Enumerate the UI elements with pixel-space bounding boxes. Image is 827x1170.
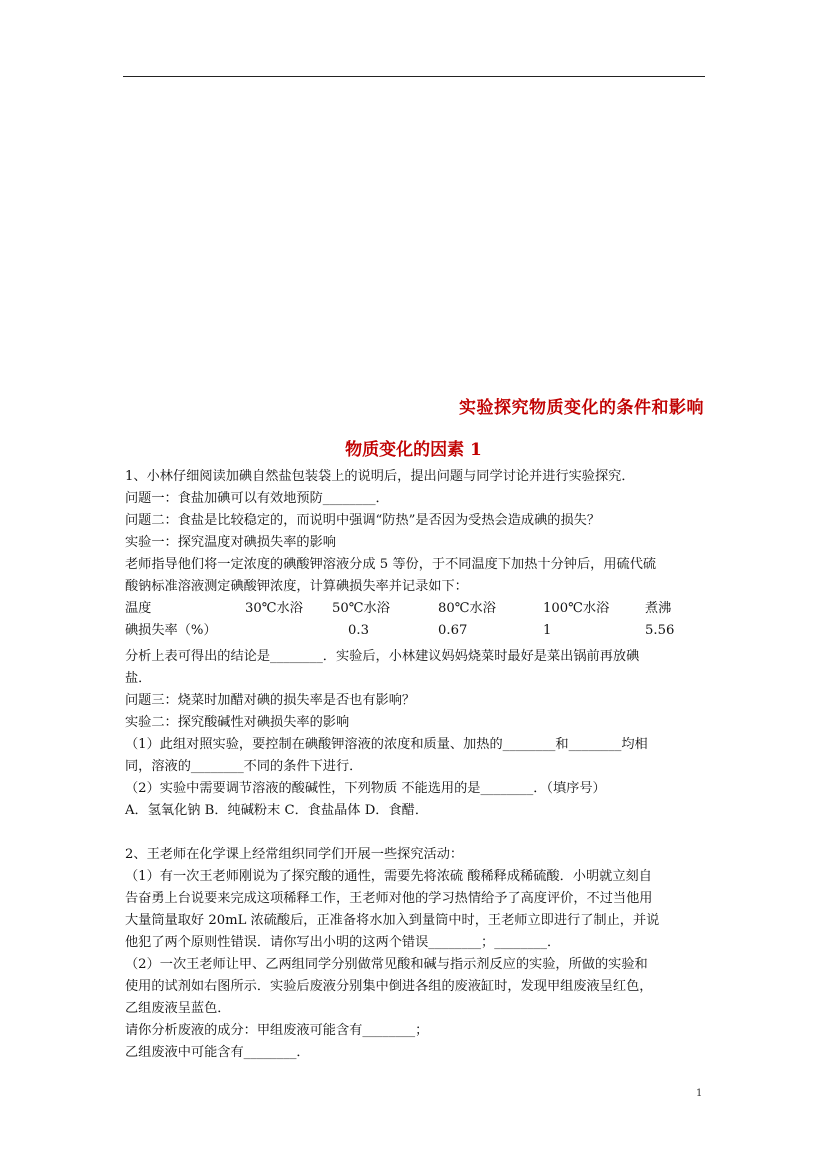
document-title: 实验探究物质变化的条件和影响 [459, 398, 704, 418]
q2-part-2-cont: 请你分析废液的成分：甲组废液可能含有________； [125, 1023, 429, 1038]
q1-experiment-2-title: 实验二：探究酸碱性对碘损失率的影响 [125, 715, 350, 730]
q2-intro: 2、王老师在化学课上经常组织同学们开展一些探究活动： [125, 847, 464, 862]
q2-part-2-cont: 使用的试剂如右图所示．实验后废液分别集中倒进各组的废液缸时，发现甲组废液呈红色， [125, 979, 653, 994]
page-number: 1 [696, 1088, 703, 1099]
q1-problem-3: 问题三：烧菜时加醋对碘的损失率是否也有影响？ [125, 693, 416, 708]
q2-part-1-cont: 他犯了两个原则性错误．请你写出小明的这两个错误________；________． [125, 935, 561, 950]
q1-problem-1: 问题一：食盐加碘可以有效地预防________． [125, 491, 389, 506]
q2-part-2-cont: 乙组废液呈蓝色． [125, 1001, 231, 1016]
table-cell: 50℃水浴 [332, 601, 390, 616]
q1-experiment-1-desc-cont: 酸钠标准溶液测定碘酸钾浓度，计算碘损失率并记录如下： [125, 579, 468, 594]
q1-experiment-2-q2: （2）实验中需要调节溶液的酸碱性，下列物质 不能选用的是________．（填序号） [125, 781, 606, 796]
table-cell: 5.56 [645, 623, 675, 638]
q1-experiment-2-q1-cont: 同，溶液的________不同的条件下进行． [125, 759, 363, 774]
table-cell: 30℃水浴 [245, 601, 303, 616]
q1-intro: 1、小林仔细阅读加碘自然盐包装袋上的说明后，提出问题与同学讨论并进行实验探究． [125, 469, 635, 484]
q2-part-1-cont: 大量筒量取好 20mL 浓硫酸后，正准备将水加入到量筒中时，王老师立即进行了制止，并说 [125, 913, 660, 928]
document-subtitle: 物质变化的因素 1 [345, 440, 482, 460]
table-cell: 煮沸 [645, 601, 672, 616]
table-row-loss-rate [125, 620, 705, 646]
table-cell: 100℃水浴 [543, 601, 610, 616]
q1-experiment-2-q1: （1）此组对照实验，要控制在碘酸钾溶液的浓度和质量、加热的________和________均相 [125, 737, 648, 752]
q1-options: A．氢氧化钠 B．纯碱粉末 C．食盐晶体 D．食醋． [125, 803, 429, 818]
table-cell: 0.67 [438, 623, 468, 638]
header-rule [123, 76, 705, 77]
table-row-temperature [125, 598, 705, 620]
q2-part-1: （1）有一次王老师刚说为了探究酸的通性，需要先将浓硫 酸稀释成稀硫酸．小明就立刻自 [125, 869, 652, 884]
spacer [125, 822, 705, 844]
q1-experiment-1-title: 实验一：探究温度对碘损失率的影响 [125, 535, 336, 550]
table-cell: 0.3 [348, 623, 369, 638]
q2-part-2-cont: 乙组废液中可能含有________． [125, 1045, 310, 1060]
q1-problem-2: 问题二：食盐是比较稳定的，而说明中强调“防热”是否因为受热会造成碘的损失？ [125, 513, 601, 528]
q1-experiment-1-desc: 老师指导他们将一定浓度的碘酸钾溶液分成 5 等份，于不同温度下加热十分钟后，用硫代硫 [125, 557, 657, 572]
table-cell: 温度 [125, 601, 152, 616]
table-cell: 80℃水浴 [438, 601, 496, 616]
q1-conclusion: 分析上表可得出的结论是________．实验后，小林建议妈妈烧菜时最好是菜出锅前再放碘 [125, 649, 640, 664]
document-body [125, 466, 705, 1064]
table-cell: 碘损失率（%） [125, 623, 217, 638]
table-cell: 1 [543, 623, 552, 638]
q1-conclusion-cont: 盐． [125, 671, 152, 686]
q2-part-1-cont: 告奋勇上台说要来完成这项稀释工作，王老师对他的学习热情给予了高度评价，不过当他用 [125, 891, 653, 906]
q2-part-2: （2）一次王老师让甲、乙两组同学分别做常见酸和碱与指示剂反应的实验，所做的实验和 [125, 957, 648, 972]
